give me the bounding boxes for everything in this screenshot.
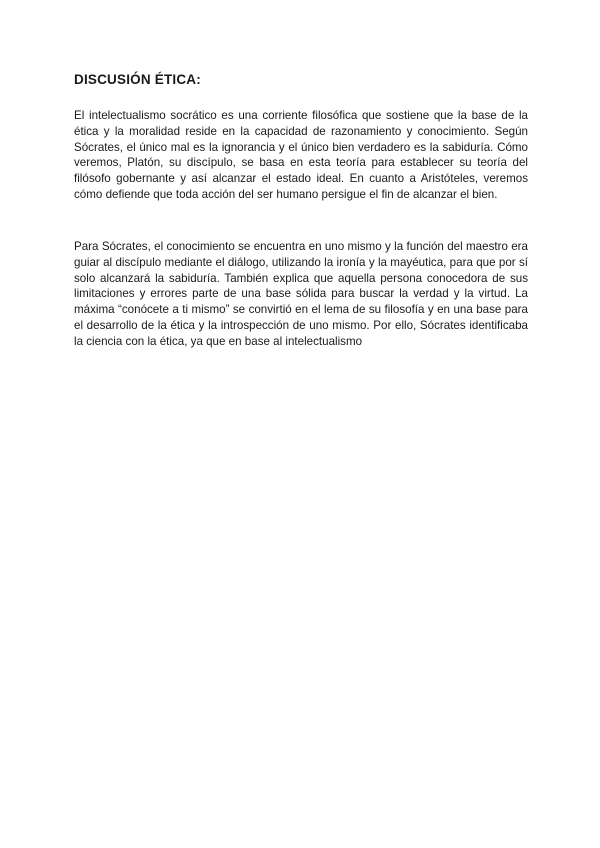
paragraph-socrates: Para Sócrates, el conocimiento se encuentra en uno mismo y la función del maestro era guiar al discípulo mediante el diálogo, utilizando la ironía y la mayéutica, para que por sí solo alcanzará la sabiduría. También explica que aquella persona conocedora de sus limitaciones y errores parte de una base sólida para buscar la verdad y la virtud. La máxima “conócete a ti mismo” se convirtió en el lema de su filosofía y en una base para el desarrollo de la ética y la introspección de uno mismo. Por ello, Sócrates identificaba la ciencia con la ética, ya que en base al intelectualismo [74,240,528,348]
paragraph-intro: El intelectualismo socrático es una corriente filosófica que sostiene que la base de la ética y la moralidad reside en la capacidad de razonamiento y conocimiento. Según Sócrates, el único mal es la ignorancia y el único bien verdadero es la sabiduría. Cómo veremos, Platón, su discípulo, se basa en esta teoría para establecer su teoría del filósofo gobernante y así alcanzar el estado ideal. En cuanto a Aristóteles, veremos cómo defiende que toda acción del ser humano persigue el fin de alcanzar el bien. [74,109,528,201]
section-heading: DISCUSIÓN ÉTICA: [74,72,201,87]
